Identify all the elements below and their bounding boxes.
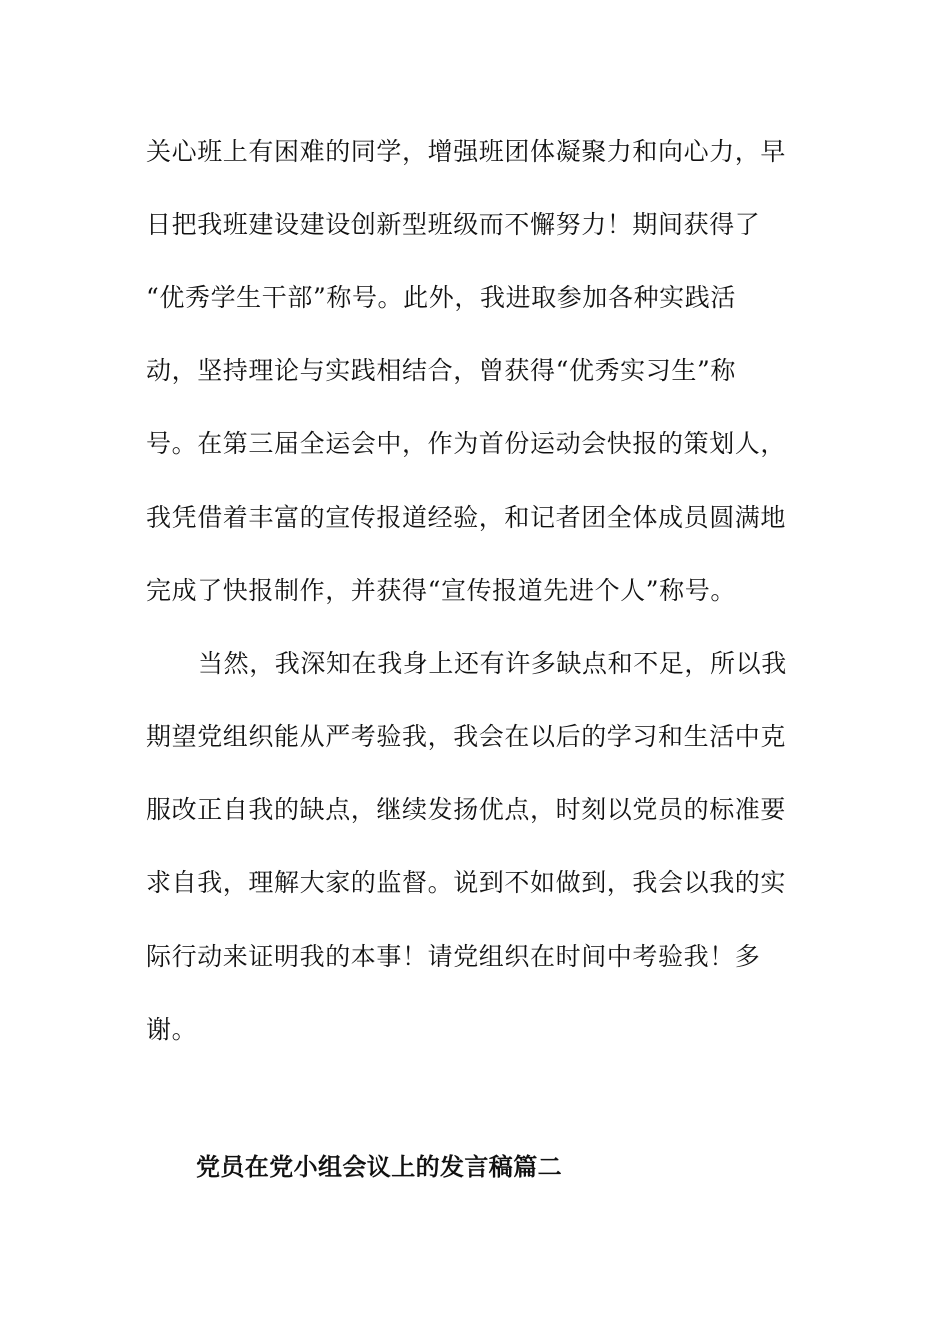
text-line: “优秀学生干部”称号。此外，我进取参加各种实践活 (146, 283, 736, 312)
text-line: 关心班上有困难的同学，增强班团体凝聚力和向心力，早 (146, 137, 787, 166)
text-line: 服改正自我的缺点，继续发扬优点，时刻以党员的标准要 (146, 795, 787, 824)
text-line: 我凭借着丰富的宣传报道经验，和记者团全体成员圆满地 (146, 503, 787, 532)
text-line: 谢。 (146, 1015, 198, 1044)
text-line: 当然，我深知在我身上还有许多缺点和不足，所以我 (198, 649, 787, 678)
text-line: 动，坚持理论与实践相结合，曾获得“优秀实习生”称 (146, 356, 736, 385)
section-heading: 党员在党小组会议上的发言稿篇二 (196, 1153, 562, 1181)
text-line: 日把我班建设建设创新型班级而不懈努力！期间获得了 (146, 210, 761, 239)
text-line: 际行动来证明我的本事！请党组织在时间中考验我！多 (146, 942, 761, 971)
text-line: 期望党组织能从严考验我，我会在以后的学习和生活中克 (146, 722, 787, 751)
text-line: 号。在第三届全运会中，作为首份运动会快报的策划人， (146, 429, 787, 458)
text-line: 完成了快报制作，并获得“宣传报道先进个人”称号。 (146, 576, 736, 605)
text-line: 求自我，理解大家的监督。说到不如做到，我会以我的实 (146, 868, 787, 897)
